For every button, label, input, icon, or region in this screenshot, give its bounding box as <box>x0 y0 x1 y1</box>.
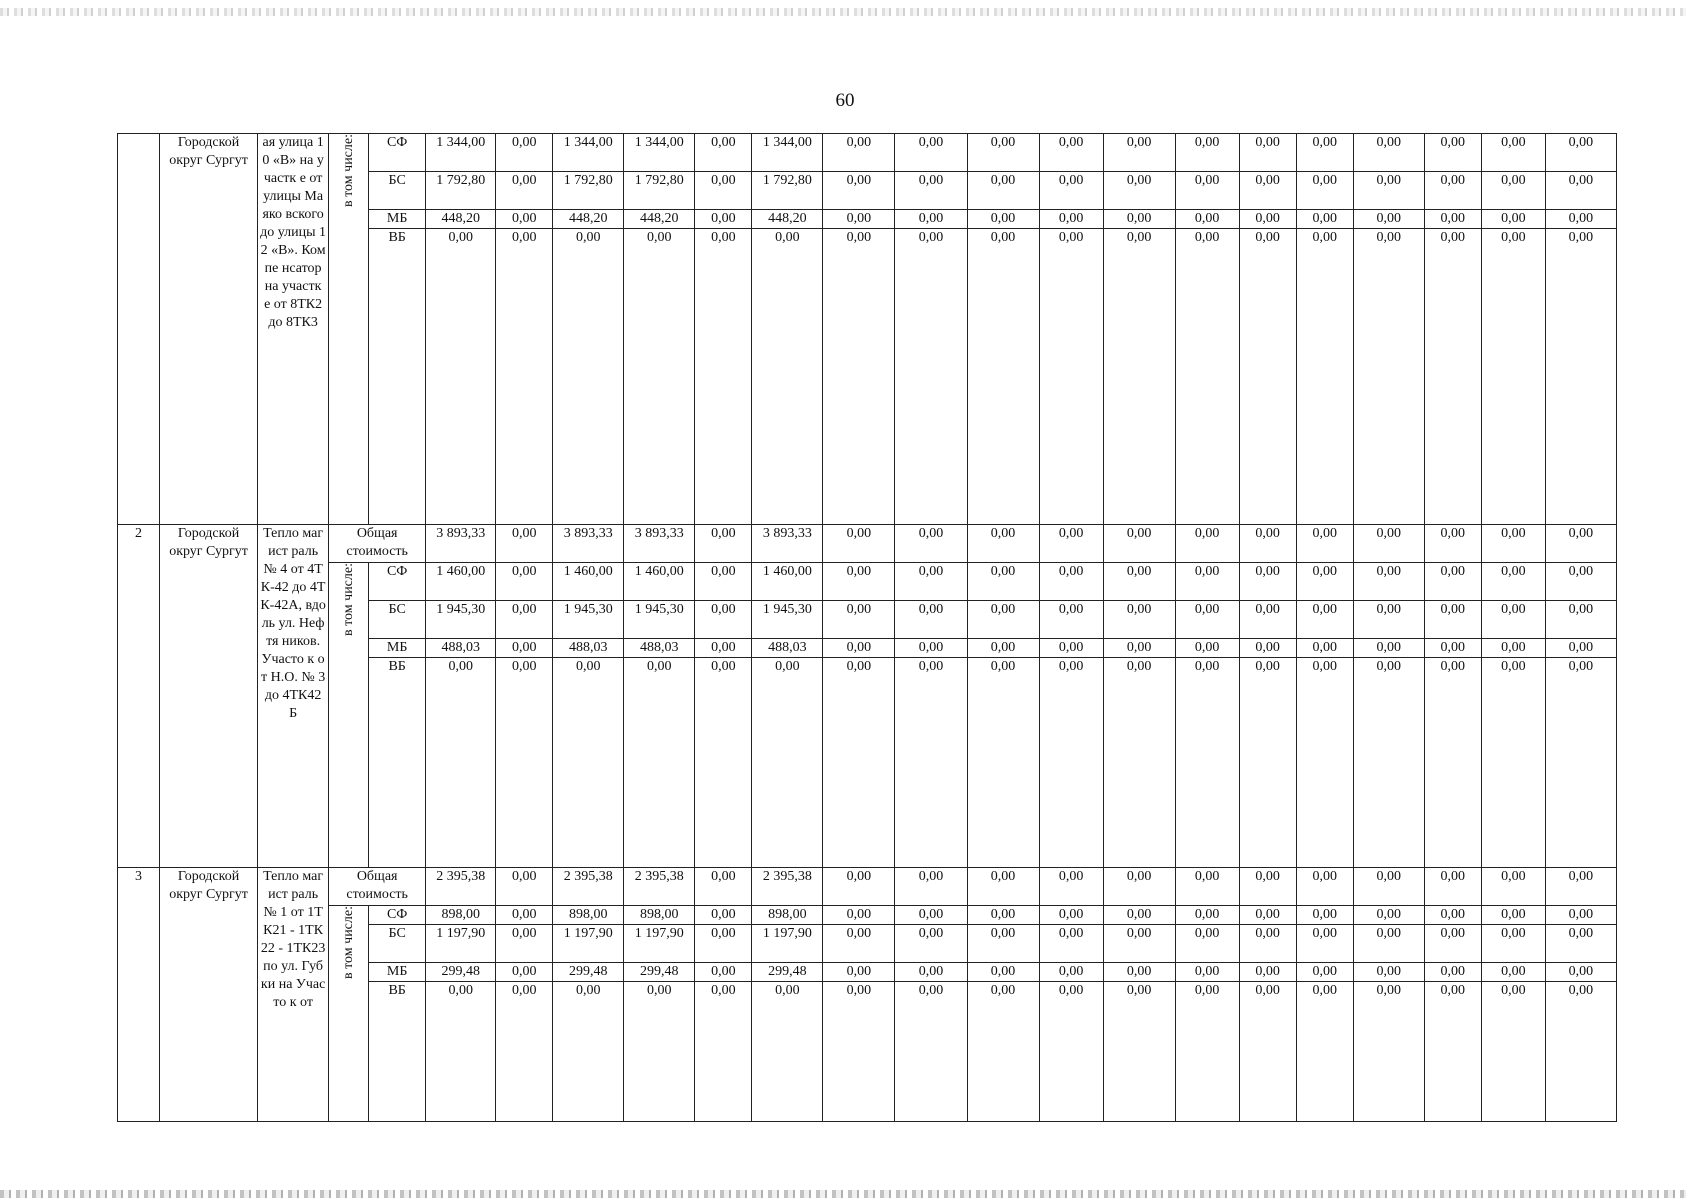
value-cell: 0,00 <box>1545 982 1616 1122</box>
value-cell: 0,00 <box>1239 925 1296 963</box>
value-cell: 0,00 <box>1353 134 1424 172</box>
value-cell: 1 945,30 <box>752 601 823 639</box>
value-cell: 898,00 <box>426 906 496 925</box>
value-cell: 0,00 <box>967 639 1039 658</box>
value-cell: 0,00 <box>1103 982 1175 1122</box>
value-cell: 0,00 <box>1296 134 1353 172</box>
value-cell: 0,00 <box>695 563 752 601</box>
value-cell: 0,00 <box>1353 982 1424 1122</box>
value-cell: 0,00 <box>1239 172 1296 210</box>
funding-source-cell: ВБ <box>369 229 426 525</box>
total-value-cell: 0,00 <box>895 868 967 906</box>
value-cell: 488,03 <box>752 639 823 658</box>
municipality-cell: Городской округ Сургут <box>160 868 258 1122</box>
funding-source-cell: БС <box>369 925 426 963</box>
total-value-cell: 2 395,38 <box>752 868 823 906</box>
funding-source-cell: МБ <box>369 639 426 658</box>
value-cell: 0,00 <box>1545 229 1616 525</box>
value-cell: 0,00 <box>752 658 823 868</box>
value-cell: 898,00 <box>553 906 624 925</box>
including-label: в том числе: <box>340 563 356 636</box>
including-label-cell <box>329 906 369 1122</box>
value-cell: 0,00 <box>967 134 1039 172</box>
total-value-cell: 0,00 <box>823 868 895 906</box>
value-cell: 0,00 <box>1103 639 1175 658</box>
value-cell: 0,00 <box>695 639 752 658</box>
funding-source-cell: ВБ <box>369 982 426 1122</box>
page-number: 60 <box>835 90 855 111</box>
total-value-cell: 3 893,33 <box>624 525 695 563</box>
value-cell: 448,20 <box>553 210 624 229</box>
value-cell: 0,00 <box>823 925 895 963</box>
value-cell: 0,00 <box>1481 658 1545 868</box>
value-cell: 0,00 <box>823 229 895 525</box>
value-cell: 0,00 <box>1103 229 1175 525</box>
value-cell: 0,00 <box>496 601 553 639</box>
value-cell: 0,00 <box>1103 563 1175 601</box>
value-cell: 1 945,30 <box>624 601 695 639</box>
value-cell: 0,00 <box>1424 210 1481 229</box>
value-cell: 0,00 <box>1239 639 1296 658</box>
funding-source-cell: БС <box>369 172 426 210</box>
value-cell: 1 460,00 <box>426 563 496 601</box>
value-cell: 0,00 <box>1545 963 1616 982</box>
value-cell: 1 197,90 <box>624 925 695 963</box>
value-cell: 1 197,90 <box>553 925 624 963</box>
value-cell: 0,00 <box>1353 563 1424 601</box>
value-cell: 0,00 <box>1239 210 1296 229</box>
value-cell: 448,20 <box>752 210 823 229</box>
value-cell: 0,00 <box>1424 639 1481 658</box>
object-description-cell: Тепло магист раль № 1 от 1ТК21 - 1ТК22 - 1ТК23 по ул. Губки на Участо к от <box>258 868 329 1122</box>
object-description-cell: ая улица 10 «В» на участк е от улицы Маяко вского до улицы 12 «В». Компе нсатор на участк е от 8ТК2 до 8ТК3 <box>258 134 329 525</box>
value-cell: 0,00 <box>496 963 553 982</box>
total-value-cell: 0,00 <box>823 525 895 563</box>
value-cell: 0,00 <box>1103 134 1175 172</box>
total-value-cell: 0,00 <box>967 868 1039 906</box>
value-cell: 0,00 <box>1175 563 1239 601</box>
value-cell: 0,00 <box>1175 134 1239 172</box>
total-value-cell: 0,00 <box>695 525 752 563</box>
value-cell: 0,00 <box>1424 601 1481 639</box>
value-cell: 0,00 <box>1239 906 1296 925</box>
value-cell: 0,00 <box>1424 134 1481 172</box>
value-cell: 0,00 <box>1353 925 1424 963</box>
value-cell: 0,00 <box>1424 172 1481 210</box>
value-cell: 0,00 <box>823 210 895 229</box>
value-cell: 1 460,00 <box>553 563 624 601</box>
total-value-cell: 2 395,38 <box>426 868 496 906</box>
total-value-cell: 0,00 <box>1239 525 1296 563</box>
value-cell: 0,00 <box>496 982 553 1122</box>
value-cell: 0,00 <box>426 982 496 1122</box>
value-cell: 0,00 <box>624 982 695 1122</box>
table-row <box>118 134 1617 172</box>
value-cell: 0,00 <box>695 601 752 639</box>
value-cell: 0,00 <box>1545 134 1616 172</box>
including-label-cell <box>329 563 369 868</box>
value-cell: 0,00 <box>1175 982 1239 1122</box>
municipality-cell: Городской округ Сургут <box>160 525 258 868</box>
value-cell: 1 792,80 <box>624 172 695 210</box>
value-cell: 0,00 <box>1545 601 1616 639</box>
value-cell: 0,00 <box>1103 925 1175 963</box>
value-cell: 0,00 <box>1103 601 1175 639</box>
value-cell: 0,00 <box>496 906 553 925</box>
table-row-total <box>118 868 1617 906</box>
value-cell: 0,00 <box>1103 658 1175 868</box>
value-cell: 0,00 <box>1424 906 1481 925</box>
scan-edge-bottom <box>0 1190 1686 1198</box>
value-cell: 0,00 <box>496 229 553 525</box>
value-cell: 0,00 <box>1296 601 1353 639</box>
value-cell: 0,00 <box>1103 210 1175 229</box>
value-cell: 0,00 <box>496 134 553 172</box>
funding-source-cell: ВБ <box>369 658 426 868</box>
value-cell: 0,00 <box>1175 925 1239 963</box>
value-cell: 0,00 <box>1175 210 1239 229</box>
value-cell: 0,00 <box>895 658 967 868</box>
value-cell: 0,00 <box>895 601 967 639</box>
value-cell: 0,00 <box>895 563 967 601</box>
value-cell: 0,00 <box>1424 925 1481 963</box>
value-cell: 0,00 <box>967 172 1039 210</box>
value-cell: 0,00 <box>1039 963 1103 982</box>
total-value-cell: 0,00 <box>1481 868 1545 906</box>
value-cell: 0,00 <box>1175 172 1239 210</box>
value-cell: 0,00 <box>1545 210 1616 229</box>
value-cell: 0,00 <box>1239 563 1296 601</box>
value-cell: 898,00 <box>752 906 823 925</box>
value-cell: 0,00 <box>823 601 895 639</box>
value-cell: 0,00 <box>426 658 496 868</box>
value-cell: 0,00 <box>823 963 895 982</box>
value-cell: 0,00 <box>1039 925 1103 963</box>
value-cell: 0,00 <box>967 563 1039 601</box>
value-cell: 0,00 <box>1545 925 1616 963</box>
value-cell: 299,48 <box>752 963 823 982</box>
value-cell: 0,00 <box>752 982 823 1122</box>
value-cell: 0,00 <box>1175 658 1239 868</box>
value-cell: 0,00 <box>1424 658 1481 868</box>
value-cell: 0,00 <box>1353 172 1424 210</box>
value-cell: 0,00 <box>895 906 967 925</box>
value-cell: 0,00 <box>496 172 553 210</box>
table-row <box>118 563 1617 601</box>
value-cell: 0,00 <box>1239 601 1296 639</box>
total-value-cell: 0,00 <box>1039 525 1103 563</box>
total-value-cell: 3 893,33 <box>426 525 496 563</box>
value-cell: 0,00 <box>1353 658 1424 868</box>
value-cell: 0,00 <box>695 172 752 210</box>
value-cell: 488,03 <box>624 639 695 658</box>
value-cell: 0,00 <box>967 963 1039 982</box>
value-cell: 0,00 <box>1175 963 1239 982</box>
value-cell: 0,00 <box>695 925 752 963</box>
value-cell: 0,00 <box>895 963 967 982</box>
row-number <box>118 134 160 525</box>
total-value-cell: 3 893,33 <box>553 525 624 563</box>
value-cell: 0,00 <box>695 229 752 525</box>
value-cell: 0,00 <box>1481 982 1545 1122</box>
value-cell: 0,00 <box>1239 229 1296 525</box>
value-cell: 0,00 <box>695 658 752 868</box>
total-value-cell: 0,00 <box>1424 525 1481 563</box>
value-cell: 0,00 <box>1481 134 1545 172</box>
value-cell: 0,00 <box>1481 210 1545 229</box>
value-cell: 0,00 <box>1239 658 1296 868</box>
value-cell: 0,00 <box>1481 906 1545 925</box>
total-value-cell: 0,00 <box>1103 525 1175 563</box>
total-value-cell: 0,00 <box>1424 868 1481 906</box>
value-cell: 0,00 <box>895 229 967 525</box>
value-cell: 488,03 <box>553 639 624 658</box>
value-cell: 0,00 <box>1353 229 1424 525</box>
value-cell: 0,00 <box>967 982 1039 1122</box>
value-cell: 0,00 <box>553 658 624 868</box>
value-cell: 1 460,00 <box>752 563 823 601</box>
total-value-cell: 0,00 <box>1481 525 1545 563</box>
value-cell: 0,00 <box>823 982 895 1122</box>
total-value-cell: 0,00 <box>1175 525 1239 563</box>
value-cell: 0,00 <box>1296 563 1353 601</box>
value-cell: 0,00 <box>553 982 624 1122</box>
funding-source-cell: МБ <box>369 963 426 982</box>
value-cell: 0,00 <box>967 229 1039 525</box>
value-cell: 1 344,00 <box>426 134 496 172</box>
value-cell: 0,00 <box>1296 982 1353 1122</box>
value-cell: 0,00 <box>895 172 967 210</box>
funding-source-cell: СФ <box>369 563 426 601</box>
value-cell: 0,00 <box>553 229 624 525</box>
total-value-cell: 0,00 <box>1545 525 1616 563</box>
value-cell: 1 792,80 <box>426 172 496 210</box>
total-value-cell: 0,00 <box>695 868 752 906</box>
value-cell: 0,00 <box>426 229 496 525</box>
value-cell: 0,00 <box>1296 210 1353 229</box>
value-cell: 0,00 <box>895 925 967 963</box>
value-cell: 0,00 <box>1175 639 1239 658</box>
value-cell: 0,00 <box>1481 963 1545 982</box>
funding-source-cell: СФ <box>369 906 426 925</box>
value-cell: 0,00 <box>1039 906 1103 925</box>
value-cell: 0,00 <box>895 210 967 229</box>
table-row-total <box>118 525 1617 563</box>
value-cell: 0,00 <box>1039 639 1103 658</box>
value-cell: 0,00 <box>1239 963 1296 982</box>
value-cell: 448,20 <box>624 210 695 229</box>
value-cell: 0,00 <box>1296 229 1353 525</box>
value-cell: 1 792,80 <box>553 172 624 210</box>
total-value-cell: 0,00 <box>1175 868 1239 906</box>
total-value-cell: 0,00 <box>1296 868 1353 906</box>
municipality-cell: Городской округ Сургут <box>160 134 258 525</box>
value-cell: 0,00 <box>1481 563 1545 601</box>
value-cell: 0,00 <box>823 639 895 658</box>
value-cell: 0,00 <box>1545 563 1616 601</box>
value-cell: 0,00 <box>1296 906 1353 925</box>
value-cell: 0,00 <box>496 563 553 601</box>
value-cell: 1 344,00 <box>553 134 624 172</box>
value-cell: 1 197,90 <box>426 925 496 963</box>
value-cell: 0,00 <box>895 134 967 172</box>
funding-source-cell: БС <box>369 601 426 639</box>
value-cell: 299,48 <box>553 963 624 982</box>
value-cell: 0,00 <box>895 639 967 658</box>
total-value-cell: 0,00 <box>1239 868 1296 906</box>
value-cell: 0,00 <box>1353 210 1424 229</box>
total-value-cell: 0,00 <box>1103 868 1175 906</box>
total-value-cell: 0,00 <box>1545 868 1616 906</box>
object-description-cell: Тепло магист раль № 4 от 4ТК-42 до 4ТК-42А, вдоль ул. Нефтя ников. Участо к от Н.О. № 3 до 4ТК42 Б <box>258 525 329 868</box>
value-cell: 0,00 <box>967 210 1039 229</box>
value-cell: 0,00 <box>496 210 553 229</box>
value-cell: 0,00 <box>1239 134 1296 172</box>
value-cell: 0,00 <box>1239 982 1296 1122</box>
value-cell: 0,00 <box>1039 982 1103 1122</box>
total-value-cell: 0,00 <box>1353 525 1424 563</box>
funding-source-cell: СФ <box>369 134 426 172</box>
value-cell: 448,20 <box>426 210 496 229</box>
value-cell: 299,48 <box>426 963 496 982</box>
value-cell: 0,00 <box>1296 658 1353 868</box>
value-cell: 0,00 <box>1175 229 1239 525</box>
value-cell: 0,00 <box>1353 639 1424 658</box>
value-cell: 0,00 <box>823 563 895 601</box>
value-cell: 0,00 <box>695 982 752 1122</box>
value-cell: 1 945,30 <box>426 601 496 639</box>
value-cell: 0,00 <box>752 229 823 525</box>
total-value-cell: 0,00 <box>496 868 553 906</box>
value-cell: 0,00 <box>1296 639 1353 658</box>
value-cell: 0,00 <box>1353 963 1424 982</box>
total-value-cell: 0,00 <box>1353 868 1424 906</box>
value-cell: 1 344,00 <box>624 134 695 172</box>
value-cell: 0,00 <box>1103 963 1175 982</box>
total-cost-label: Общая стоимость <box>329 525 426 563</box>
total-value-cell: 3 893,33 <box>752 525 823 563</box>
total-value-cell: 0,00 <box>1039 868 1103 906</box>
total-cost-label: Общая стоимость <box>329 868 426 906</box>
value-cell: 1 344,00 <box>752 134 823 172</box>
value-cell: 0,00 <box>1545 639 1616 658</box>
budget-table <box>117 133 1617 1122</box>
value-cell: 0,00 <box>1545 658 1616 868</box>
value-cell: 0,00 <box>1353 601 1424 639</box>
value-cell: 0,00 <box>1296 963 1353 982</box>
value-cell: 0,00 <box>967 658 1039 868</box>
table-row <box>118 906 1617 925</box>
value-cell: 0,00 <box>1039 172 1103 210</box>
value-cell: 1 792,80 <box>752 172 823 210</box>
value-cell: 0,00 <box>1481 229 1545 525</box>
value-cell: 898,00 <box>624 906 695 925</box>
including-label: в том числе: <box>340 134 356 207</box>
value-cell: 0,00 <box>1424 563 1481 601</box>
value-cell: 1 945,30 <box>553 601 624 639</box>
value-cell: 0,00 <box>823 658 895 868</box>
value-cell: 0,00 <box>1103 172 1175 210</box>
value-cell: 0,00 <box>1481 639 1545 658</box>
value-cell: 0,00 <box>1039 601 1103 639</box>
value-cell: 0,00 <box>1481 925 1545 963</box>
value-cell: 1 460,00 <box>624 563 695 601</box>
row-number: 2 <box>118 525 160 868</box>
total-value-cell: 2 395,38 <box>553 868 624 906</box>
value-cell: 1 197,90 <box>752 925 823 963</box>
value-cell: 0,00 <box>1424 982 1481 1122</box>
value-cell: 0,00 <box>967 601 1039 639</box>
value-cell: 0,00 <box>695 963 752 982</box>
total-value-cell: 0,00 <box>895 525 967 563</box>
value-cell: 0,00 <box>1296 925 1353 963</box>
value-cell: 0,00 <box>496 658 553 868</box>
total-value-cell: 0,00 <box>496 525 553 563</box>
value-cell: 0,00 <box>1039 658 1103 868</box>
value-cell: 0,00 <box>1039 229 1103 525</box>
value-cell: 0,00 <box>496 925 553 963</box>
scan-edge-top <box>0 8 1686 16</box>
value-cell: 0,00 <box>695 906 752 925</box>
value-cell: 0,00 <box>823 134 895 172</box>
including-label: в том числе: <box>340 906 356 979</box>
value-cell: 0,00 <box>1039 134 1103 172</box>
value-cell: 299,48 <box>624 963 695 982</box>
value-cell: 0,00 <box>1481 601 1545 639</box>
total-value-cell: 0,00 <box>967 525 1039 563</box>
total-value-cell: 2 395,38 <box>624 868 695 906</box>
row-number: 3 <box>118 868 160 1122</box>
value-cell: 0,00 <box>823 906 895 925</box>
value-cell: 0,00 <box>1545 906 1616 925</box>
value-cell: 0,00 <box>1039 563 1103 601</box>
value-cell: 0,00 <box>624 658 695 868</box>
funding-source-cell: МБ <box>369 210 426 229</box>
value-cell: 0,00 <box>1353 906 1424 925</box>
value-cell: 0,00 <box>967 925 1039 963</box>
including-label-cell <box>329 134 369 525</box>
value-cell: 0,00 <box>1103 906 1175 925</box>
value-cell: 0,00 <box>967 906 1039 925</box>
value-cell: 0,00 <box>695 134 752 172</box>
value-cell: 0,00 <box>895 982 967 1122</box>
value-cell: 0,00 <box>1545 172 1616 210</box>
value-cell: 0,00 <box>496 639 553 658</box>
total-value-cell: 0,00 <box>1296 525 1353 563</box>
value-cell: 0,00 <box>624 229 695 525</box>
value-cell: 0,00 <box>823 172 895 210</box>
value-cell: 488,03 <box>426 639 496 658</box>
value-cell: 0,00 <box>1296 172 1353 210</box>
value-cell: 0,00 <box>1039 210 1103 229</box>
value-cell: 0,00 <box>1424 963 1481 982</box>
value-cell: 0,00 <box>1175 601 1239 639</box>
value-cell: 0,00 <box>1424 229 1481 525</box>
value-cell: 0,00 <box>695 210 752 229</box>
value-cell: 0,00 <box>1481 172 1545 210</box>
value-cell: 0,00 <box>1175 906 1239 925</box>
